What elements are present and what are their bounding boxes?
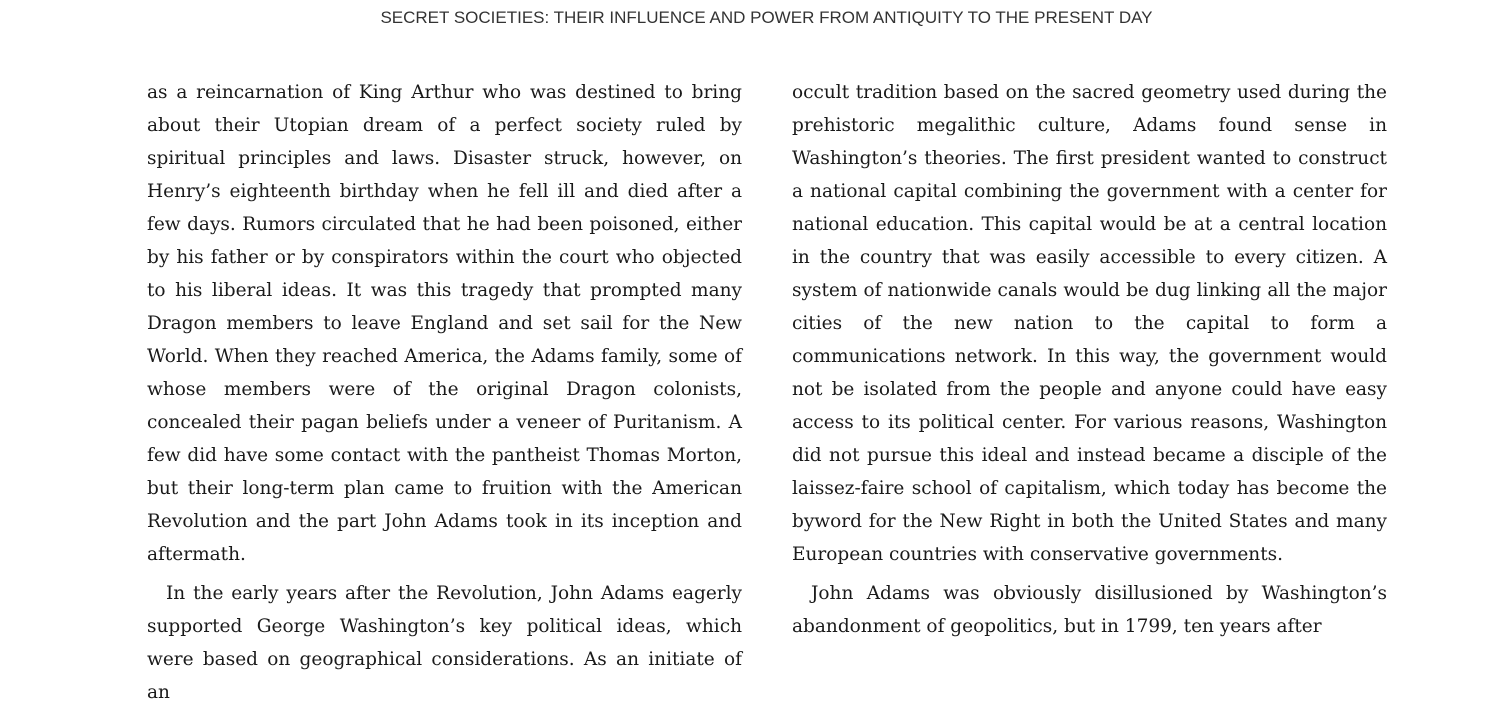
paragraph: as a reincarnation of King Arthur who was destined to bring about their Utopian dream of a perfect society ruled by spiritual principles and laws. Disaster struck, however, on Henry’s eighteenth birthday when he fell ill and died after a few days. Rumors circulated that he had been poisoned, either by his father or by conspirators within the court who objected to his liberal ideas. It was this tragedy that prompted many Dragon members to leave England and set sail for the New World. When they reached America, the Adams family, some of whose members were of the original Dragon colonists, concealed their pagan beliefs under a veneer of Puritanism. A few did have some contact with the pantheist Thomas Morton, but their long-term plan came to fruition with the American Revolution and the part John Adams took in its inception and aftermath. [147, 82, 742, 565]
paragraph: occult tradition based on the sacred geometry used during the prehistoric megalithic culture, Adams found sense in Washington’s theories. The first president wanted to construct a national capital combining the government with a center for national education. This capital would be at a central location in the country that was easily accessible to every citizen. A system of nationwide canals would be dug linking all the major cities of the new nation to the capital to form a communications network. In this way, the government would not be isolated from the people and anyone could have easy access to its political center. For various reasons, Washington did not pursue this ideal and instead became a disciple of the laissez-faire school of capitalism, which today has become the byword for the New Right in both the United States and many European countries with conservative governments. [792, 82, 1387, 565]
paragraph: In the early years after the Revolution, John Adams eagerly supported George Washington’s key political ideas, which were based on geographical considerations. As an initiate of an [147, 583, 742, 703]
right-column [792, 76, 1387, 649]
left-column [147, 76, 742, 715]
paragraph: John Adams was obviously disillusioned by Washington’s abandonment of geopolitics, but in 1799, ten years after [792, 583, 1387, 637]
running-header: SECRET SOCIETIES: THEIR INFLUENCE AND POWER FROM ANTIQUITY TO THE PRESENT DAY [380, 8, 1153, 27]
